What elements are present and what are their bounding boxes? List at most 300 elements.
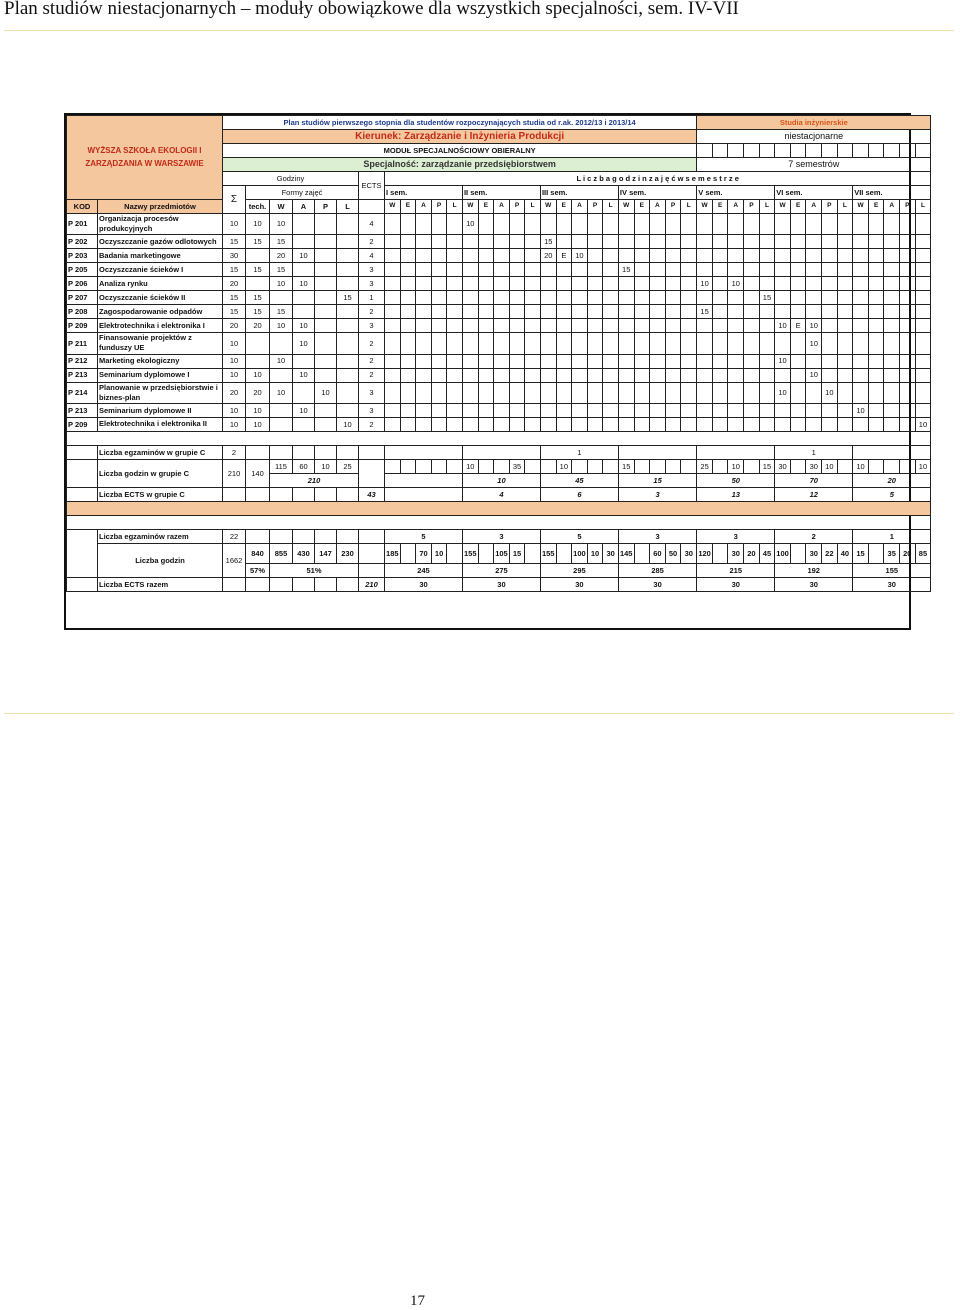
semester-cell [603, 368, 619, 382]
semester-cell [603, 382, 619, 403]
semester-cell [650, 249, 666, 263]
semester-cell [385, 354, 401, 368]
mode-box [853, 144, 869, 158]
semester-cell [540, 291, 556, 305]
semester-cell [681, 403, 697, 417]
semester-form-heading: L [603, 200, 619, 214]
semester-cell [416, 319, 432, 333]
semester-cell: 10 [806, 319, 822, 333]
semester-cell [587, 235, 603, 249]
hours-c-cell [431, 459, 447, 473]
semester-cell [697, 263, 713, 277]
semester-cell [494, 249, 510, 263]
semester-cell [431, 354, 447, 368]
mode-box [822, 144, 838, 158]
course-row [67, 333, 931, 354]
semester-cell [712, 305, 728, 319]
kierunek: Kierunek: Zarządzanie i Inżynieria Produkcji [223, 130, 697, 144]
hours-total-form: 430 [293, 543, 315, 563]
semester-cell [853, 277, 869, 291]
semester-cell [509, 249, 525, 263]
semester-form-heading: A [416, 200, 432, 214]
semester-cell [400, 319, 416, 333]
semester-cell [634, 291, 650, 305]
semester-cell [728, 291, 744, 305]
semester-cell [665, 235, 681, 249]
course-hours-w: 15 [270, 263, 293, 277]
semester-cell [712, 214, 728, 235]
course-row [67, 263, 931, 277]
semester-cell [634, 368, 650, 382]
semester-cell [775, 263, 791, 277]
semester-cell [634, 403, 650, 417]
ects-c-semester: 4 [462, 487, 540, 501]
semester-cell [462, 235, 478, 249]
blank-cell [67, 577, 98, 591]
semester-cell [790, 333, 806, 354]
hours-c-cell: 10 [462, 459, 478, 473]
semester-cell [837, 249, 853, 263]
semester-cell [884, 417, 900, 431]
course-hours-w [270, 333, 293, 354]
semester-cell [650, 235, 666, 249]
semester-cell [634, 214, 650, 235]
study-mode: niestacjonarne [697, 130, 931, 144]
hours-c-semester-total: 70 [775, 473, 853, 487]
course-hours-total: 10 [223, 354, 246, 368]
semester-cell [712, 235, 728, 249]
semester-cell [431, 249, 447, 263]
blank-cell [293, 529, 315, 543]
semester-cell [665, 214, 681, 235]
semester-form-heading: E [478, 200, 494, 214]
semester-cell [884, 403, 900, 417]
semester-cell [900, 277, 916, 291]
semester-cell [431, 214, 447, 235]
semester-cell [400, 333, 416, 354]
semester-cell [681, 319, 697, 333]
semester-cell [634, 382, 650, 403]
semester-cell [478, 319, 494, 333]
semester-cell [509, 291, 525, 305]
semester-cell [681, 214, 697, 235]
semester-cell [634, 235, 650, 249]
mode-box [868, 144, 884, 158]
hours-total-cell [447, 543, 463, 563]
course-hours-a: 10 [293, 403, 315, 417]
semester-cell [509, 214, 525, 235]
semester-cell [775, 403, 791, 417]
semester-cell [603, 291, 619, 305]
hours-c-cell [447, 459, 463, 473]
semester-cell [900, 249, 916, 263]
hours-total-cell: 120 [697, 543, 713, 563]
semester-cell [868, 305, 884, 319]
semester-cell [572, 333, 588, 354]
mode-box [712, 144, 728, 158]
hours-c-semester-total: 20 [853, 473, 931, 487]
course-code: P 209 [67, 319, 98, 333]
hours-total-cell: 20 [744, 543, 760, 563]
hours-total-label: Liczba godzin [98, 543, 223, 577]
semester-cell [650, 214, 666, 235]
semester-cell [540, 403, 556, 417]
course-hours-a [293, 291, 315, 305]
semester-cell [681, 333, 697, 354]
semester-cell [900, 305, 916, 319]
semester-cell [572, 368, 588, 382]
course-ects: 3 [359, 382, 385, 403]
semester-cell [868, 417, 884, 431]
semester-cell [525, 263, 541, 277]
semester-form-heading: A [806, 200, 822, 214]
exams-total-label: Liczba egzaminów razem [98, 529, 223, 543]
hours-total-form: 230 [337, 543, 359, 563]
hours-c-cell: 10 [915, 459, 931, 473]
semester-cell [650, 354, 666, 368]
ects-c-semester: 3 [618, 487, 696, 501]
hours-total-cell: 10 [431, 543, 447, 563]
blank-cell [246, 577, 270, 591]
semester-cell [884, 263, 900, 277]
semester-cell [385, 249, 401, 263]
semester-cell [509, 235, 525, 249]
semester-cell [478, 354, 494, 368]
course-name: Oczyszczanie gazów odlotowych [98, 235, 223, 249]
course-hours-tech: 20 [246, 319, 270, 333]
semester-heading: VI sem. [775, 186, 853, 200]
semester-cell [447, 333, 463, 354]
semester-cell [416, 417, 432, 431]
mode-box [775, 144, 791, 158]
semester-cell [728, 403, 744, 417]
semester-cell [806, 249, 822, 263]
course-hours-l [337, 354, 359, 368]
semester-cell [806, 214, 822, 235]
course-hours-l [337, 403, 359, 417]
hours-c-cell: 15 [759, 459, 775, 473]
hours-c-cell: 30 [775, 459, 791, 473]
exams-c-label: Liczba egzaminów w grupie C [98, 445, 223, 459]
semester-cell [494, 214, 510, 235]
ects-c-semester: 6 [540, 487, 618, 501]
semester-cell: 10 [806, 368, 822, 382]
form-heading: L [337, 200, 359, 214]
semester-cell [650, 291, 666, 305]
semester-cell [416, 333, 432, 354]
semester-cell [494, 305, 510, 319]
hours-total-cell: 50 [665, 543, 681, 563]
semester-cell [494, 354, 510, 368]
pct-forms: 51% [270, 563, 359, 577]
exams-c-semester: 1 [775, 445, 853, 459]
semester-cell [728, 214, 744, 235]
course-hours-a: 10 [293, 319, 315, 333]
course-hours-tech [246, 277, 270, 291]
semester-cell [837, 263, 853, 277]
semester-cell [431, 417, 447, 431]
semester-cell [665, 333, 681, 354]
course-ects: 2 [359, 305, 385, 319]
hours-total-cell [868, 543, 884, 563]
semester-cell [759, 368, 775, 382]
hours-c-cell [478, 459, 494, 473]
semester-cell: 10 [572, 249, 588, 263]
semester-cell [540, 417, 556, 431]
header-divider [4, 30, 954, 31]
course-hours-a: 10 [293, 249, 315, 263]
course-hours-a: 10 [293, 277, 315, 291]
course-hours-a [293, 235, 315, 249]
semester-cell [509, 319, 525, 333]
semester-cell [462, 382, 478, 403]
semester-cell [400, 235, 416, 249]
course-name-heading: Nazwy przedmiotów [98, 200, 223, 214]
mode-box [759, 144, 775, 158]
semester-cell [822, 403, 838, 417]
semester-cell [822, 354, 838, 368]
course-hours-a [293, 214, 315, 235]
semester-form-heading: P [822, 200, 838, 214]
semester-cell [697, 235, 713, 249]
semester-cell [697, 403, 713, 417]
semester-form-heading: L [837, 200, 853, 214]
semester-cell [572, 305, 588, 319]
semester-cell [447, 382, 463, 403]
semester-form-heading: P [744, 200, 760, 214]
semester-cell [681, 277, 697, 291]
course-hours-total: 10 [223, 403, 246, 417]
semester-cell [697, 214, 713, 235]
hours-c-cell [868, 459, 884, 473]
semester-cell [728, 235, 744, 249]
semester-cell [462, 403, 478, 417]
semester-cell [790, 291, 806, 305]
semester-cell: 10 [853, 403, 869, 417]
semester-cell [618, 277, 634, 291]
semester-cell [416, 305, 432, 319]
course-row [67, 277, 931, 291]
course-hours-tech [246, 249, 270, 263]
hours-c-semester-total: 15 [618, 473, 696, 487]
course-name: Finansowanie projektów z funduszy UE [98, 333, 223, 354]
blank-cell [359, 459, 385, 487]
hours-c-cell [587, 459, 603, 473]
semester-cell [572, 263, 588, 277]
blank-cell [315, 529, 337, 543]
semester-cell [478, 214, 494, 235]
exams-total-semester: 5 [540, 529, 618, 543]
semester-cell [837, 305, 853, 319]
hours-total-sum: 1662 [223, 543, 246, 577]
form-heading: W [270, 200, 293, 214]
semester-cell [416, 277, 432, 291]
mode-box [744, 144, 760, 158]
semester-cell [759, 382, 775, 403]
semester-cell [868, 214, 884, 235]
semester-cell [790, 277, 806, 291]
semester-cell [385, 319, 401, 333]
hours-c-cell [400, 459, 416, 473]
semester-cell [712, 368, 728, 382]
hours-total-cell: 40 [837, 543, 853, 563]
semester-cell [697, 333, 713, 354]
semester-cell [759, 417, 775, 431]
ects-c-semester: 13 [697, 487, 775, 501]
course-hours-p [315, 249, 337, 263]
exams-total-sum: 22 [223, 529, 246, 543]
course-hours-l [337, 305, 359, 319]
plan-title: Plan studiów pierwszego stopnia dla studentów rozpoczynających studia od r.ak. 2012/13 i 2013/14 [223, 116, 697, 130]
semester-cell [572, 235, 588, 249]
semester-cell [697, 319, 713, 333]
semester-cell [650, 263, 666, 277]
course-hours-total: 10 [223, 214, 246, 235]
semester-cell [525, 305, 541, 319]
ects-total-row [67, 577, 931, 591]
semester-form-heading: W [618, 200, 634, 214]
blank-cell [315, 487, 337, 501]
semester-cell [681, 417, 697, 431]
hours-total-semester: 275 [462, 563, 540, 577]
semester-cell [400, 368, 416, 382]
course-hours-p [315, 291, 337, 305]
course-hours-l [337, 235, 359, 249]
semester-cell [431, 333, 447, 354]
course-code: P 211 [67, 333, 98, 354]
semester-cell [868, 249, 884, 263]
course-ects: 4 [359, 214, 385, 235]
semester-cell [900, 235, 916, 249]
exams-total-semester: 5 [385, 529, 463, 543]
semester-cell [728, 354, 744, 368]
semester-cell [618, 319, 634, 333]
semester-cell [837, 382, 853, 403]
semester-heading: I sem. [385, 186, 463, 200]
semester-cell [822, 277, 838, 291]
hours-total-semester: 295 [540, 563, 618, 577]
semester-form-heading: A [572, 200, 588, 214]
course-name: Seminarium dyplomowe II [98, 403, 223, 417]
semester-heading: III sem. [540, 186, 618, 200]
semester-cell [462, 291, 478, 305]
course-hours-tech: 15 [246, 291, 270, 305]
semester-cell [447, 305, 463, 319]
semester-cell [884, 291, 900, 305]
semester-form-heading: E [868, 200, 884, 214]
semester-cell: 10 [806, 333, 822, 354]
semester-cell [618, 382, 634, 403]
semester-cell [400, 277, 416, 291]
semester-cell [385, 417, 401, 431]
hours-total-cell: 100 [775, 543, 791, 563]
hours-c-cell [900, 459, 916, 473]
semester-form-heading: L [681, 200, 697, 214]
semester-cell [837, 403, 853, 417]
hours-total-semester: 155 [853, 563, 931, 577]
hours-c-cell [634, 459, 650, 473]
course-row [67, 368, 931, 382]
course-row [67, 354, 931, 368]
hours-total-row [67, 543, 931, 563]
semester-cell: 10 [697, 277, 713, 291]
semester-cell [478, 263, 494, 277]
semester-cell [744, 214, 760, 235]
hours-total-cell: 22 [822, 543, 838, 563]
ects-total-semester: 30 [385, 577, 463, 591]
semester-cell [837, 333, 853, 354]
semester-cell [884, 305, 900, 319]
hours-total-cell [712, 543, 728, 563]
blank-cell [337, 529, 359, 543]
course-hours-tech: 15 [246, 235, 270, 249]
semester-cell [744, 333, 760, 354]
hours-total-form: 855 [270, 543, 293, 563]
semester-cell: 10 [822, 382, 838, 403]
semester-cell [385, 305, 401, 319]
semester-form-heading: W [697, 200, 713, 214]
hours-c-form: 10 [315, 459, 337, 473]
course-hours-w: 20 [270, 249, 293, 263]
semester-cell [556, 354, 572, 368]
semester-cell [416, 382, 432, 403]
semester-cell [478, 305, 494, 319]
course-hours-l [337, 214, 359, 235]
semester-cell [556, 382, 572, 403]
course-hours-w: 10 [270, 319, 293, 333]
course-name: Analiza rynku [98, 277, 223, 291]
semester-cell [853, 319, 869, 333]
semester-form-heading: W [853, 200, 869, 214]
course-name: Seminarium dyplomowe I [98, 368, 223, 382]
semester-cell [509, 354, 525, 368]
semester-form-heading: P [587, 200, 603, 214]
hours-total-cell: 85 [915, 543, 931, 563]
semesters-count: 7 semestrów [697, 158, 931, 172]
hours-total-cell: 30 [806, 543, 822, 563]
course-row [67, 214, 931, 235]
semester-cell [400, 249, 416, 263]
semester-cell [837, 277, 853, 291]
semester-cell [634, 354, 650, 368]
course-hours-l [337, 249, 359, 263]
semester-cell [416, 368, 432, 382]
semester-cell [744, 277, 760, 291]
semester-form-heading: P [665, 200, 681, 214]
semester-cell [915, 305, 931, 319]
semester-cell [744, 319, 760, 333]
semester-cell [759, 249, 775, 263]
semester-cell [572, 354, 588, 368]
semester-cell [868, 333, 884, 354]
semester-cell [400, 382, 416, 403]
semester-cell [400, 263, 416, 277]
course-hours-a [293, 354, 315, 368]
mode-box [900, 144, 916, 158]
blank-cell [315, 445, 337, 459]
semester-cell [712, 263, 728, 277]
semester-cell [728, 417, 744, 431]
semester-cell [837, 417, 853, 431]
blank-cell [293, 487, 315, 501]
semester-cell [697, 368, 713, 382]
semester-cell: 15 [697, 305, 713, 319]
course-hours-tech [246, 333, 270, 354]
semester-cell [509, 333, 525, 354]
semester-cell [681, 368, 697, 382]
semester-cell [385, 263, 401, 277]
semester-cell [837, 368, 853, 382]
